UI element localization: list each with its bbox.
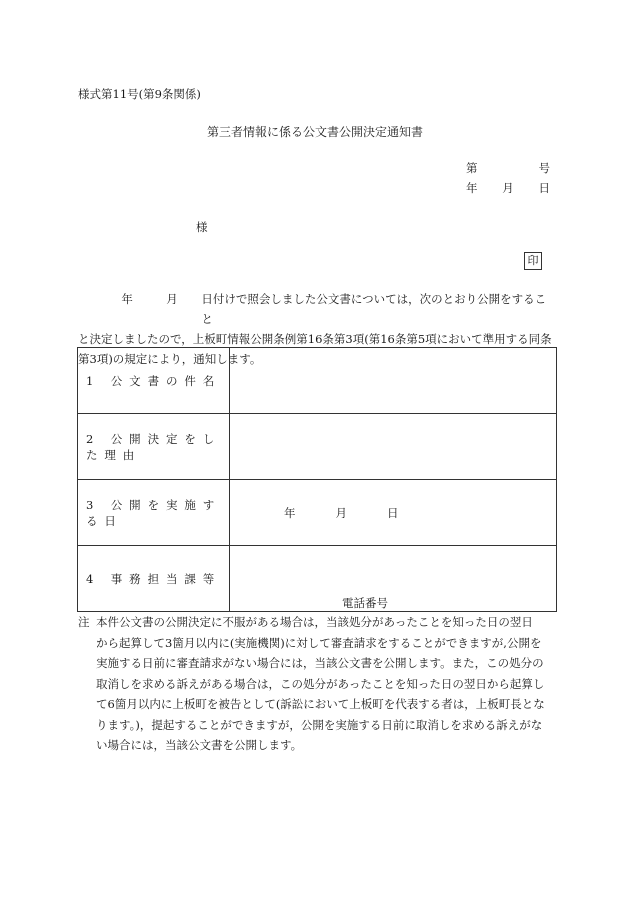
row-label-date: 3 公開を実施する日	[78, 480, 230, 546]
note-line: い場合には，当該公文書を公開します。	[96, 738, 303, 752]
table-row	[78, 414, 557, 480]
note-line: て6箇月以内に上板町を被告として(訴訟において上板町を代表する者は，上板町長とな	[96, 697, 545, 711]
document-number	[466, 160, 550, 176]
note-mark: 注	[78, 615, 90, 629]
addressee-suffix: 様	[196, 220, 208, 234]
body-line3: 第3項)の規定により，通知します。	[78, 352, 262, 366]
disclosure-year: 年	[284, 505, 296, 520]
note-line: から起算して3箇月以内に(実施機関)に対して審査請求をすることができますが,公開を	[96, 635, 542, 650]
seal-mark: 印	[524, 252, 542, 270]
note-line: ります。)，提起することができますが，公開を実施する日前に取消しを求める訴えがな	[96, 717, 543, 732]
reason-field[interactable]	[230, 414, 557, 480]
date-day: 日	[538, 181, 550, 195]
phone-label: 電話番号	[342, 596, 388, 610]
number-prefix: 第	[466, 161, 478, 175]
form-number: 様式第11号(第9条関係)	[78, 87, 201, 101]
row-label-department: 4 事務担当課等	[78, 546, 230, 612]
note-line: 取消しを求める訴えがある場合は，この処分があったことを知った日の翌日から起算し	[96, 676, 545, 691]
date-year: 年	[466, 181, 478, 195]
document-name-field[interactable]	[230, 348, 557, 414]
decision-table	[77, 347, 557, 612]
row-label-reason: 2 公開決定をした理由	[78, 414, 230, 480]
body-year: 年	[121, 292, 133, 306]
disclosure-date-field[interactable]	[230, 480, 557, 546]
body-month: 月	[166, 292, 178, 306]
table-row	[78, 348, 557, 414]
document-title: 第三者情報に係る公文書公開決定通知書	[206, 125, 423, 139]
date-month: 月	[502, 181, 514, 195]
note-section	[78, 612, 552, 756]
number-suffix: 号	[538, 161, 550, 175]
disclosure-month: 月	[335, 505, 347, 520]
table-row	[78, 480, 557, 546]
note-line: 実施する日前に審査請求がない場合には，当該公文書を公開します。また，この処分の	[96, 656, 544, 670]
note-line-1: 本件公文書の公開決定に不服がある場合は，当該処分があったことを知った日の翌日	[96, 615, 533, 629]
body-line1: 日付けで照会しました公文書については，次のとおり公開をすること	[201, 292, 547, 326]
disclosure-day: 日	[387, 505, 399, 520]
department-field[interactable]	[230, 546, 557, 612]
row-label-document-name: 1 公文書の件名	[78, 348, 230, 414]
body-line2: と決定しましたので，上板町情報公開条例第16条第3項(第16条第5項において準用する同条	[78, 332, 552, 346]
table-row	[78, 546, 557, 612]
document-date	[466, 180, 550, 196]
